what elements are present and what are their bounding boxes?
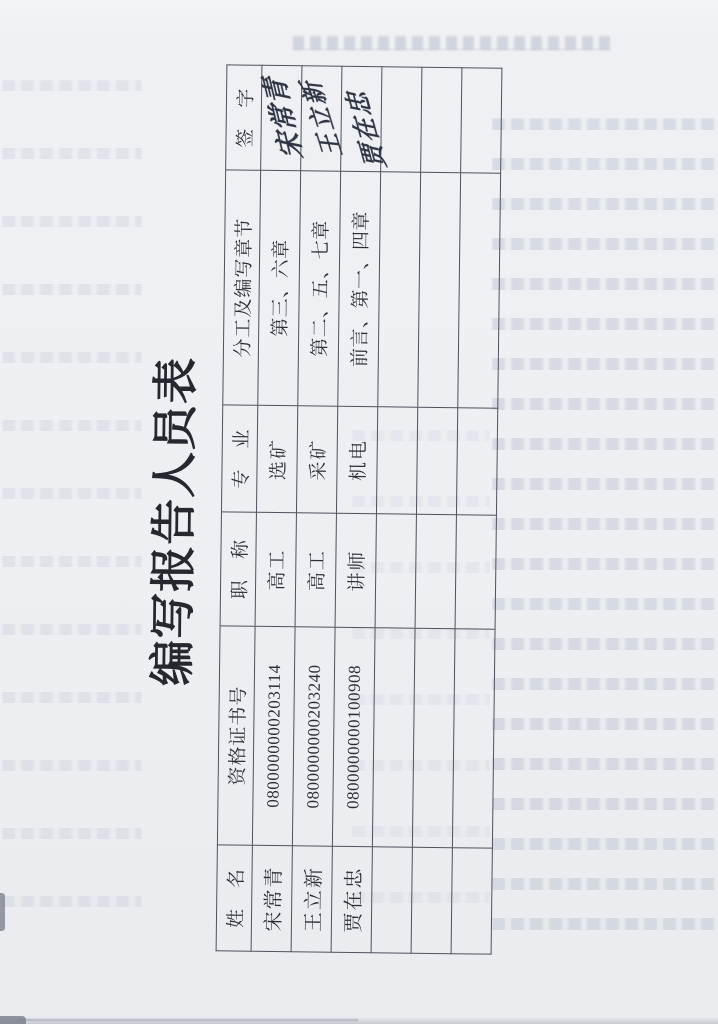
cell-empty xyxy=(412,628,455,847)
handwritten-signature: 贾在忠 xyxy=(339,89,392,169)
cell-empty xyxy=(416,407,457,514)
cell-empty xyxy=(421,67,462,172)
col-header-cert-no: 资格证书号 xyxy=(217,626,255,845)
cell-name: 贾在忠 xyxy=(331,846,372,952)
cell-job-title: 高工 xyxy=(295,513,336,627)
col-header-job-title: 职 称 xyxy=(220,512,256,626)
cell-signature xyxy=(339,66,392,171)
cell-empty xyxy=(371,847,412,953)
cell-empty xyxy=(372,628,415,847)
col-header-chapters: 分工及编写章节 xyxy=(223,170,261,405)
col-header-specialty: 专 业 xyxy=(221,405,257,512)
cell-empty xyxy=(376,407,417,514)
cell-name: 宋常青 xyxy=(251,845,292,951)
handwritten-signature: 王立新 xyxy=(294,77,348,160)
cell-cert-no: 0800000000203240 xyxy=(292,627,335,846)
cell-signature xyxy=(294,66,348,171)
cell-empty xyxy=(415,514,456,628)
scan-edge-line xyxy=(18,1019,358,1021)
cell-specialty: 机电 xyxy=(336,406,377,513)
cell-empty xyxy=(378,172,421,407)
cell-job-title: 讲师 xyxy=(335,513,376,627)
document-title: 编写报告人员表 xyxy=(146,356,202,687)
handwritten-signature: 宋常青 xyxy=(258,76,310,160)
cell-empty xyxy=(451,848,492,954)
cell-specialty: 选矿 xyxy=(256,405,297,512)
scan-edge-artifact xyxy=(0,893,5,931)
cell-job-title: 高工 xyxy=(255,512,296,626)
cell-name: 王立新 xyxy=(291,846,332,952)
cell-empty xyxy=(455,515,496,629)
cell-specialty: 采矿 xyxy=(296,406,337,513)
col-header-name: 姓 名 xyxy=(216,845,252,951)
cell-empty xyxy=(458,173,501,408)
cell-empty xyxy=(452,629,495,848)
cell-empty xyxy=(411,847,452,953)
cell-empty xyxy=(461,68,502,173)
cell-cert-no: 0800000000203114 xyxy=(252,626,295,845)
cell-chapters: 第三、六章 xyxy=(258,170,301,405)
col-header-signature: 签 字 xyxy=(226,65,262,170)
cell-empty xyxy=(456,408,497,515)
cell-empty xyxy=(375,514,416,628)
cell-cert-no: 0800000000100908 xyxy=(332,627,375,846)
cell-empty xyxy=(418,172,461,407)
cell-chapters: 前言、第一、四章 xyxy=(338,171,381,406)
scan-corner-artifact xyxy=(0,1016,26,1024)
cell-chapters: 第二、五、七章 xyxy=(298,171,341,406)
personnel-table xyxy=(216,64,503,954)
